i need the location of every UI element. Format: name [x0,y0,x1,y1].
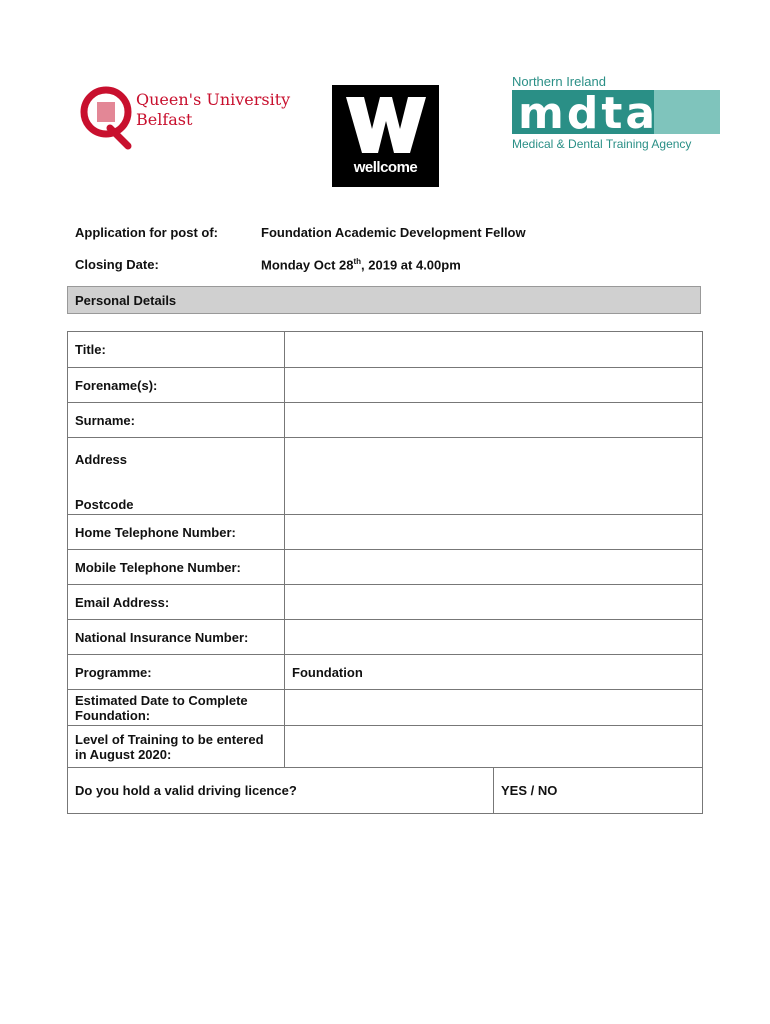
driving-licence-answer[interactable]: YES / NO [494,768,703,814]
form-row-estimated-date [68,690,703,726]
driving-licence-question: Do you hold a valid driving licence? [68,768,494,814]
mobile-telephone-label: Mobile Telephone Number: [68,550,285,585]
title-field[interactable] [285,332,703,368]
wellcome-logo [332,85,439,187]
mobile-telephone-field[interactable] [285,550,703,585]
email-label: Email Address: [68,585,285,620]
surname-label: Surname: [68,403,285,438]
nimdta-acronym: mdta [518,90,659,134]
wellcome-wordmark: wellcome [353,159,418,176]
form-row-programme [68,655,703,690]
home-telephone-label: Home Telephone Number: [68,515,285,550]
programme-label: Programme: [68,655,285,690]
postcode-label: Postcode [75,497,134,512]
estimated-date-label: Estimated Date to Complete Foundation: [68,690,285,726]
form-row-mobile-telephone [68,550,703,585]
form-row-email [68,585,703,620]
forenames-label: Forename(s): [68,368,285,403]
forenames-field[interactable] [285,368,703,403]
form-row-forenames [68,368,703,403]
qub-logo [80,84,291,150]
form-row-title [68,332,703,368]
nimdta-logo [512,74,722,154]
level-of-training-label: Level of Training to be entered in August 2020: [68,726,285,768]
home-telephone-field[interactable] [285,515,703,550]
qub-crest-icon [80,84,138,150]
nimdta-bottom-text: Medical & Dental Training Agency [512,137,692,151]
wellcome-w-icon [346,97,426,153]
surname-field[interactable] [285,403,703,438]
post-label: Application for post of: [75,225,218,240]
nimdta-mdta-graphic [512,90,720,134]
closing-date-label: Closing Date: [75,257,159,272]
nimdta-top-text: Northern Ireland [512,74,606,89]
national-insurance-label: National Insurance Number: [68,620,285,655]
form-row-level-of-training [68,726,703,768]
form-row-surname [68,403,703,438]
form-row-address [68,438,703,515]
qub-name-line2: Belfast [136,110,193,129]
address-field[interactable] [285,438,703,515]
title-label: Title: [68,332,285,368]
form-row-driving-licence [68,768,703,814]
estimated-date-field[interactable] [285,690,703,726]
address-label-cell [68,438,285,515]
qub-name-line1: Queen's University [136,90,291,109]
form-row-home-telephone [68,515,703,550]
level-of-training-field[interactable] [285,726,703,768]
section-title: Personal Details [75,293,177,308]
closing-date-value: Monday Oct 28th, 2019 at 4.00pm [261,257,461,273]
address-label: Address [75,452,128,467]
personal-details-form [67,331,703,814]
form-row-national-insurance [68,620,703,655]
post-value: Foundation Academic Development Fellow [261,225,526,240]
national-insurance-field[interactable] [285,620,703,655]
section-header-personal-details [67,286,701,314]
email-field[interactable] [285,585,703,620]
programme-field[interactable]: Foundation [285,655,703,690]
